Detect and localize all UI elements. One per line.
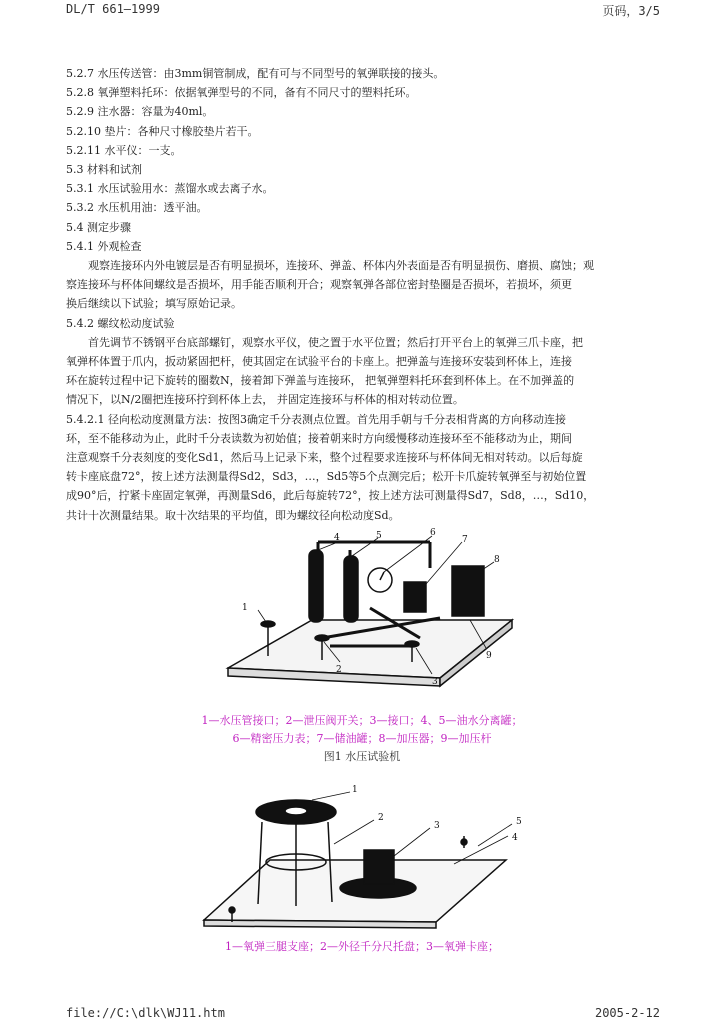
fig2-label: 4 — [512, 833, 518, 843]
fig1-label: 6 — [430, 528, 436, 538]
clause-5-3-2: 5.3.2 水压机用油：透平油。 — [66, 201, 208, 215]
figure-2-legend: 1—氧弹三腿支座；2—外径千分尺托盘；3—氧弹卡座； — [225, 940, 499, 953]
paragraph-line: 情况下，以N/2圈把连接环拧到杯体上去， 并固定连接环与杯体的相对转动位置。 — [66, 393, 464, 407]
paragraph-line: 换后继续以下试验；填写原始记录。 — [66, 297, 242, 311]
paragraph-line: 环，至不能移动为止，此时千分表读数为初始值；接着朝来时方向缓慢移动连接环至不能移动为止，期间 — [66, 431, 572, 445]
fig1-label: 4 — [334, 533, 340, 543]
section-5-4-heading: 5.4 测定步骤 — [66, 220, 131, 234]
fig1-label: 9 — [486, 651, 492, 661]
figure-1-legend-line-1: 1—水压管接口；2—泄压阀开关；3—接口；4、5—油水分离罐； — [201, 714, 523, 727]
radial-looseness-paragraph — [66, 410, 658, 525]
figure-1-title: 图1 水压试验机 — [323, 750, 401, 763]
clause-5-2-9: 5.2.9 注水器：容量为40ml。 — [66, 105, 214, 119]
paragraph-line: 首先调节不锈钢平台底部螺钉，观察水平仪，使之置于水平位置；然后打开平台上的氧弹三爪卡座，把 — [88, 335, 583, 349]
clause-5-4-2-heading: 5.4.2 螺纹松动度试验 — [66, 316, 175, 330]
oxygen-bomb-holder-diagram — [0, 784, 724, 934]
paragraph-line: 5.4.2.1 径向松动度测量方法：按图3确定千分表测点位置。首先用手朝与千分表相背离的方向移动连接 — [66, 412, 566, 426]
footer-date: 2005-2-12 — [594, 1006, 660, 1020]
fig2-label: 1 — [352, 785, 358, 795]
hydraulic-test-machine-diagram — [0, 528, 724, 708]
clause-5-3-1: 5.3.1 水压试验用水：蒸馏水或去离子水。 — [66, 182, 274, 196]
thread-test-paragraph — [66, 333, 658, 410]
visual-inspection-paragraph — [66, 256, 658, 314]
clause-5-2-7: 5.2.7 水压传送管：由3mm铜管制成，配有可与不同型号的氧弹联接的接头。 — [66, 67, 445, 80]
clause-5-2-8: 5.2.8 氧弹塑料托环：依据氧弹型号的不同，备有不同尺寸的塑料托环。 — [66, 86, 417, 100]
figure-2 — [0, 784, 724, 956]
fig1-label: 2 — [336, 665, 342, 675]
section-5-3-heading: 5.3 材料和试剂 — [66, 163, 142, 177]
figure-1 — [0, 528, 724, 766]
paragraph-line: 环在旋转过程中记下旋转的圈数N，接着卸下弹盖与连接环， 把氧弹塑料托环套到杯体上。在不加弹盖的 — [66, 374, 575, 388]
clause-5-2-11: 5.2.11 水平仪：一支。 — [66, 143, 182, 157]
document-body — [66, 64, 658, 525]
paragraph-line: 共计十次测量结果。取十次结果的平均值，即为螺纹径向松动度Sd。 — [66, 508, 400, 522]
paragraph-line: 察连接环与杯体间螺纹是否损坏，用手能否顺利开合；观察氧弹各部位密封垫圈是否损坏，若损坏，须更 — [66, 278, 572, 292]
fig1-label: 7 — [462, 535, 468, 545]
fig1-label: 8 — [494, 555, 500, 565]
fig1-label: 1 — [242, 603, 248, 613]
figure-1-legend-line-2: 6—精密压力表；7—储油罐；8—加压器；9—加压杆 — [232, 732, 492, 745]
paragraph-line: 观察连接环内外电镀层是否有明显损坏，连接环、弹盖、杯体内外表面是否有明显损伤、磨损、腐蚀；观 — [88, 259, 594, 273]
fig2-label: 5 — [516, 817, 522, 827]
clause-5-4-1-heading: 5.4.1 外观检查 — [66, 239, 142, 253]
clause-5-2-10: 5.2.10 垫片：各种尺寸橡胶垫片若干。 — [66, 124, 259, 138]
paragraph-line: 转卡座底盘72°，按上述方法测量得Sd2，Sd3，…，Sd5等5个点测完后；松开卡爪旋转氧弹至与初始位置 — [66, 470, 587, 484]
fig1-label: 3 — [432, 677, 438, 687]
paragraph-line: 注意观察千分表刻度的变化Sd1，然后马上记录下来，整个过程要求连接环与杯体间无相对转动。以后每旋 — [66, 451, 583, 465]
fig1-label: 5 — [376, 531, 382, 541]
footer-file-path: file://C:\dlk\WJ11.htm — [66, 1006, 225, 1020]
fig2-label: 2 — [378, 813, 384, 823]
paragraph-line: 氧弹杯体置于爪内，扳动紧固把杆，使其固定在试验平台的卡座上。把弹盖与连接环安装到杯体上，连接 — [66, 355, 572, 369]
page-header-right: 页码，3/5 — [602, 4, 660, 18]
fig2-label: 3 — [434, 821, 440, 831]
page-header-left: DL/T 661—1999 — [66, 2, 160, 16]
paragraph-line: 成90°后，拧紧卡座固定氧弹，再测量Sd6，此后每旋转72°，按上述方法可测量得Sd7，Sd8，…，Sd10， — [66, 489, 595, 503]
